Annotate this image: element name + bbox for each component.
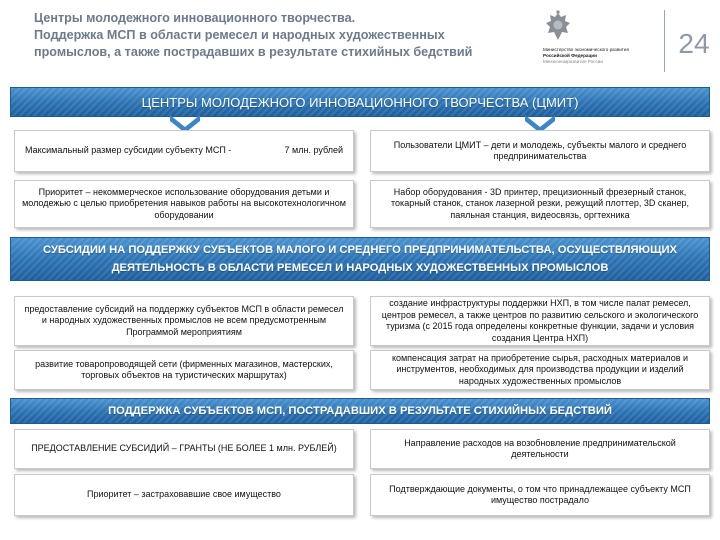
compensation-box bbox=[370, 350, 710, 390]
page-number: 24 bbox=[678, 28, 710, 59]
section-title-disaster: ПОДДЕРЖКА СУБЪЕКТОВ МСП, ПОСТРАДАВШИХ В РЕЗУЛЬТАТЕ СТИХИЙНЫХ БЕДСТВИЙ bbox=[108, 405, 612, 417]
expense-direction-box bbox=[370, 429, 710, 469]
coat-of-arms-icon bbox=[543, 10, 573, 44]
section-title-cmit: ЦЕНТРЫ МОЛОДЕЖНОГО ИННОВАЦИОННОГО ТВОРЧЕСТВА (ЦМИТ) bbox=[141, 94, 579, 110]
max-subsidy-box bbox=[14, 130, 354, 172]
disaster-priority-box bbox=[14, 474, 354, 516]
trade-network-text: развитие товаропроводящей сети (фирменных магазинов, мастерских, торговых объектов на туристических маршрутах) bbox=[35, 358, 333, 380]
ministry-line-2: Российской Федерации bbox=[543, 53, 597, 59]
documents-text: Подтверждающие документы, о том что принадлежащее субъекту МСП имущество пострадало bbox=[389, 483, 691, 505]
section-banner-cmit bbox=[10, 87, 710, 117]
subsidy-provision-box bbox=[14, 296, 354, 346]
ministry-line-1: Министерство экономического развития bbox=[543, 47, 629, 52]
cmit-equipment-text: Набор оборудования - 3D принтер, прецизионный фрезерный станок, токарный станок, станок лазерной резки, режущий плоттер, 3D сканер, паяльная станция, видеосвязь, оргтехника bbox=[391, 186, 689, 220]
max-subsidy-label: Максимальный размер субсидии субъекту МСП - bbox=[25, 145, 232, 156]
page-title bbox=[34, 10, 554, 61]
cmit-priority-text: Приоритет – некоммерческое использование оборудования детьми и молодежью с целью приобретения навыков работы на высокотехнологичном оборудовании bbox=[22, 186, 346, 220]
title-line-2: Поддержка МСП в области ремесел и народных художественных bbox=[34, 28, 445, 42]
ministry-logo bbox=[543, 10, 663, 72]
cmit-users-box bbox=[370, 130, 710, 172]
grants-text: ПРЕДОСТАВЛЕНИЕ СУБСИДИЙ – ГРАНТЫ (НЕ БОЛЕЕ 1 млн. РУБЛЕЙ) bbox=[31, 443, 337, 454]
disaster-priority-text: Приоритет – застраховавшие свое имущество bbox=[87, 489, 281, 500]
cmit-priority-box bbox=[14, 180, 354, 228]
cmit-users-text: Пользователи ЦМИТ – дети и молодежь, субъекты малого и среднего предпринимательства bbox=[393, 139, 687, 161]
infrastructure-box bbox=[370, 296, 710, 346]
infrastructure-text: создание инфраструктуры поддержки НХП, в том числе палат ремесел, центров ремесел, а также центров по развитию сельского и экологического туризма (с 2015 года определены конкретные функции, задачи и условия создания Центра НХП) bbox=[381, 298, 699, 343]
trade-network-box bbox=[14, 350, 354, 390]
title-line-3: промыслов, а также пострадавших в результате стихийных бедствий bbox=[34, 45, 473, 59]
section-banner-crafts bbox=[10, 237, 710, 281]
section-banner-disaster bbox=[10, 398, 710, 424]
section-title-crafts: СУБСИДИИ НА ПОДДЕРЖКУ СУБЪЕКТОВ МАЛОГО И СРЕДНЕГО ПРЕДПРИНИМАТЕЛЬСТВА, ОСУЩЕСТВЛЯЮЩИХ ДЕЯТЕЛЬНОСТЬ В ОБЛАСТИ РЕМЕСЕЛ И НАРОДНЫХ ХУДОЖЕСТВЕННЫХ ПРОМЫСЛОВ bbox=[43, 244, 677, 274]
compensation-text: компенсация затрат на приобретение сырья, расходных материалов и инструментов, необходимых для производства продукции и изделий народных художественных промыслов bbox=[391, 352, 689, 386]
ministry-name bbox=[543, 47, 665, 66]
subsidy-provision-text: предоставление субсидий на поддержку субъектов МСП в области ремесел и народных художественных промыслов не всем предусмотренным Программой мероприятиям bbox=[24, 303, 344, 337]
header-divider bbox=[664, 10, 665, 72]
max-subsidy-value: 7 млн. рублей bbox=[284, 145, 343, 156]
title-line-1: Центры молодежного инновационного творчества. bbox=[34, 11, 356, 25]
expense-direction-text: Направление расходов на возобновление предпринимательской деятельности bbox=[404, 437, 676, 459]
grants-box bbox=[14, 429, 354, 469]
documents-box bbox=[370, 474, 710, 516]
cmit-equipment-box bbox=[370, 180, 710, 228]
ministry-line-3: Минэкономразвития России bbox=[543, 59, 603, 65]
